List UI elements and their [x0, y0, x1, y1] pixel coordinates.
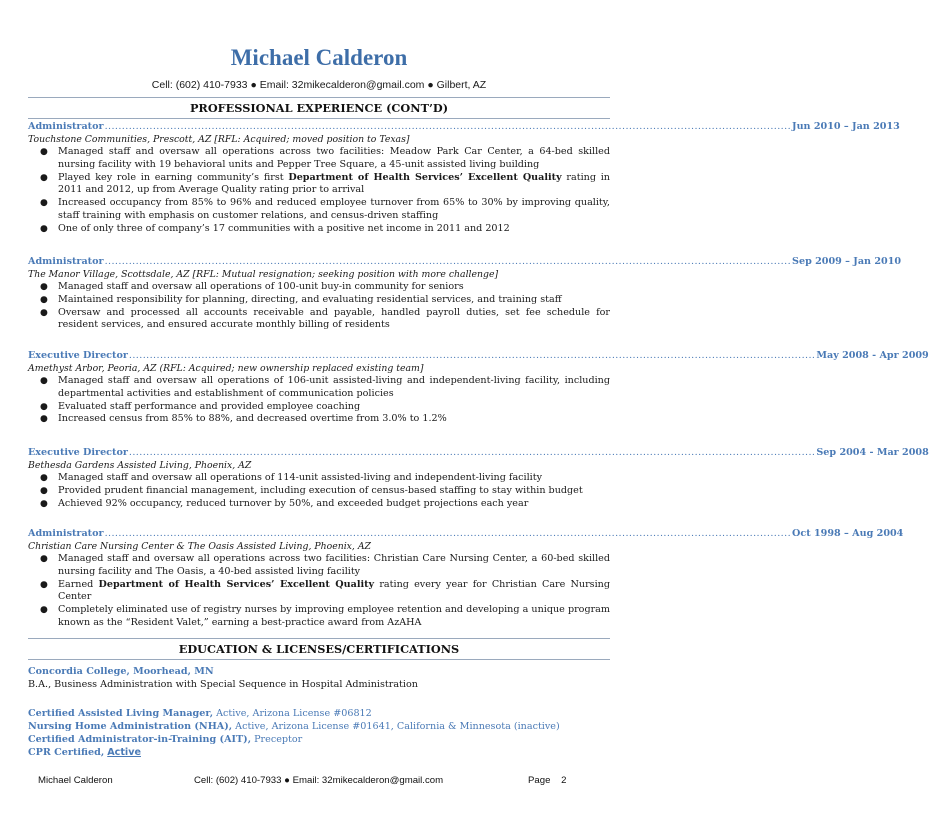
license-item: Certified Administrator-in-Training (AIT), Preceptor — [28, 734, 303, 745]
job-title: Executive Director — [28, 447, 128, 458]
school-name: Concordia College, Moorhead, MN — [28, 666, 214, 677]
job-entry — [28, 527, 904, 630]
leader-dots: ....................................................................................................................................................................................................... — [128, 350, 816, 361]
experience-heading: PROFESSIONAL EXPERIENCE (CONT’D) — [189, 101, 449, 115]
page-footer — [38, 775, 608, 786]
job-entry — [28, 349, 929, 426]
contact-separator: ● — [250, 79, 257, 91]
education-divider-top — [28, 638, 610, 639]
leader-dots: ....................................................................................................................................................................................................... — [104, 256, 792, 267]
bullet-icon: ● — [40, 473, 48, 483]
bullet-item: ● Increased census from 85% to 88%, and decreased overtime from 3.0% to 1.2% — [40, 413, 447, 425]
bullet-icon: ● — [40, 223, 48, 234]
job-title: Executive Director — [28, 350, 128, 361]
education-heading: EDUCATION & LICENSES/CERTIFICATIONS — [178, 642, 460, 656]
bullet-icon: ● — [40, 579, 48, 590]
bullet-item: ● One of only three of company’s 17 communities with a positive net income in 2011 and 2012 — [40, 222, 510, 234]
bullet-icon: ● — [40, 498, 48, 509]
bullet-item: ● Completely eliminated use of registry nurses by improving employee retention and developing a unique program known as the “Resident Valet,” earning a best-practice award from AzAHA — [40, 604, 610, 628]
bullet-icon: ● — [40, 485, 48, 496]
job-header — [28, 527, 904, 540]
bullet-item: ● Managed staff and oversaw all operations of 114-unit assisted-living and independent-living facility — [40, 472, 543, 483]
bullet-icon: ● — [40, 401, 48, 412]
job-title: Administrator — [28, 528, 104, 539]
job-entry — [28, 120, 900, 236]
footer-page: Page 2 — [528, 775, 567, 786]
job-dates: Sep 2004 - Mar 2008 — [816, 447, 929, 458]
job-organization: The Manor Village, Scottsdale, AZ [RFL: Mutual resignation; seeking position with more challenge] — [28, 269, 499, 280]
job-header — [28, 255, 902, 268]
page-number: 2 — [561, 775, 567, 786]
job-header — [28, 349, 929, 362]
contact-cell: Cell: (602) 410-7933 — [151, 79, 248, 91]
job-organization: Christian Care Nursing Center & The Oasis Assisted Living, Phoenix, AZ — [28, 541, 371, 552]
bullet-icon: ● — [40, 376, 48, 386]
leader-dots: ....................................................................................................................................................................................................... — [128, 447, 816, 458]
header-divider — [28, 97, 610, 98]
leader-dots: ....................................................................................................................................................................................................... — [104, 121, 792, 132]
footer-name: Michael Calderon — [38, 775, 113, 786]
degree: B.A., Business Administration with Special Sequence in Hospital Administration — [28, 679, 418, 690]
bullet-icon: ● — [40, 172, 48, 183]
bullet-item: ● Provided prudent financial management, including execution of census-based staffing to stay within budget — [40, 484, 583, 496]
license-item: Nursing Home Administration (NHA), Active, Arizona License #01641, California & Minnesota (inactive) — [28, 721, 560, 732]
job-organization: Bethesda Gardens Assisted Living, Phoenix, AZ — [28, 460, 252, 471]
contact-location: Gilbert, AZ — [436, 79, 487, 91]
license-item: CPR Certified, Active — [28, 747, 141, 758]
job-header — [28, 120, 900, 133]
bullet-item: ● Maintained responsibility for planning, directing, and evaluating residential services, and training staff — [40, 293, 562, 305]
bullet-item: ● Managed staff and oversaw all operations of 100-unit buy-in community for seniors — [40, 281, 464, 292]
education-divider-bottom — [28, 659, 610, 660]
education-block — [28, 665, 610, 691]
bullet-icon: ● — [40, 282, 48, 292]
bullet-icon: ● — [40, 554, 48, 564]
job-title: Administrator — [28, 256, 104, 267]
job-bullets — [28, 553, 610, 630]
job-bullets — [28, 375, 610, 426]
bullet-icon: ● — [40, 198, 48, 209]
job-entry — [28, 446, 929, 510]
bullet-item: ● Increased occupancy from 85% to 96% and reduced employee turnover from 65% to 30% by improving quality, staff training with emphasis on customer relations, and census-driven staffing — [40, 197, 610, 221]
bullet-item: ● Achieved 92% occupancy, reduced turnover by 50%, and exceeded budget projections each year — [40, 497, 529, 509]
job-dates: Jun 2010 – Jan 2013 — [792, 121, 900, 132]
bullet-item: ● Evaluated staff performance and provided employee coaching — [40, 400, 361, 412]
bullet-icon: ● — [40, 605, 48, 616]
job-organization: Amethyst Arbor, Peoria, AZ (RFL: Acquired; new ownership replaced existing team] — [28, 363, 424, 374]
bullet-icon: ● — [40, 147, 48, 157]
footer-contact: Cell: (602) 410-7933 ● Email: 32mikecalderon@gmail.com — [194, 775, 444, 786]
job-dates: May 2008 - Apr 2009 — [816, 350, 929, 361]
job-bullets — [28, 281, 610, 332]
bullet-item: ● Managed staff and oversaw all operations across two facilities: Christian Care Nursing Center, a 60-bed skilled nursing facility and The Oasis, a 40-bed assisted living facility — [40, 553, 610, 577]
bullet-item: ● Earned Department of Health Services’ Excellent Quality rating every year for Christian Care Nursing Center — [40, 578, 610, 603]
contact-line — [28, 79, 610, 91]
leader-dots: ....................................................................................................................................................................................................... — [104, 528, 792, 539]
experience-divider — [28, 118, 610, 119]
license-item: Certified Assisted Living Manager, Active, Arizona License #06812 — [28, 708, 372, 719]
bullet-item: ● Managed staff and oversaw all operations of 106-unit assisted-living and independent-living facility, including departmental activities and establishment of communication policies — [40, 375, 610, 399]
contact-email: Email: 32mikecalderon@gmail.com — [259, 79, 425, 91]
applicant-name: Michael Calderon — [230, 45, 408, 70]
bullet-item: ● Managed staff and oversaw all operations across two facilities: Meadow Park Car Center, a 64-bed skilled nursing facility with 19 behavioral units and Pepper Tree Square, a 45-unit assisted living building — [40, 146, 610, 170]
cpr-status: Active — [107, 747, 141, 758]
job-bullets — [28, 146, 610, 236]
job-entry — [28, 255, 902, 332]
job-title: Administrator — [28, 121, 104, 132]
bullet-icon: ● — [40, 307, 48, 318]
contact-separator: ● — [427, 79, 434, 91]
job-organization: Touchstone Communities, Prescott, AZ [RFL: Acquired; moved position to Texas] — [28, 134, 410, 145]
job-dates: Oct 1998 – Aug 2004 — [792, 528, 904, 539]
bullet-icon: ● — [40, 294, 48, 305]
bullet-icon: ● — [40, 414, 48, 425]
job-bullets — [28, 472, 610, 510]
licenses-block — [28, 707, 610, 759]
bullet-item: ● Oversaw and processed all accounts receivable and payable, handled payroll duties, set fee schedule for resident services, and ensured accurate monthly billing of residents — [40, 306, 610, 331]
job-header — [28, 446, 929, 459]
bullet-item: ● Played key role in earning community’s first Department of Health Services’ Excellent Quality rating in 2011 and 2012, up from Average Quality rating prior to arrival — [40, 171, 610, 196]
job-dates: Sep 2009 – Jan 2010 — [792, 256, 902, 267]
